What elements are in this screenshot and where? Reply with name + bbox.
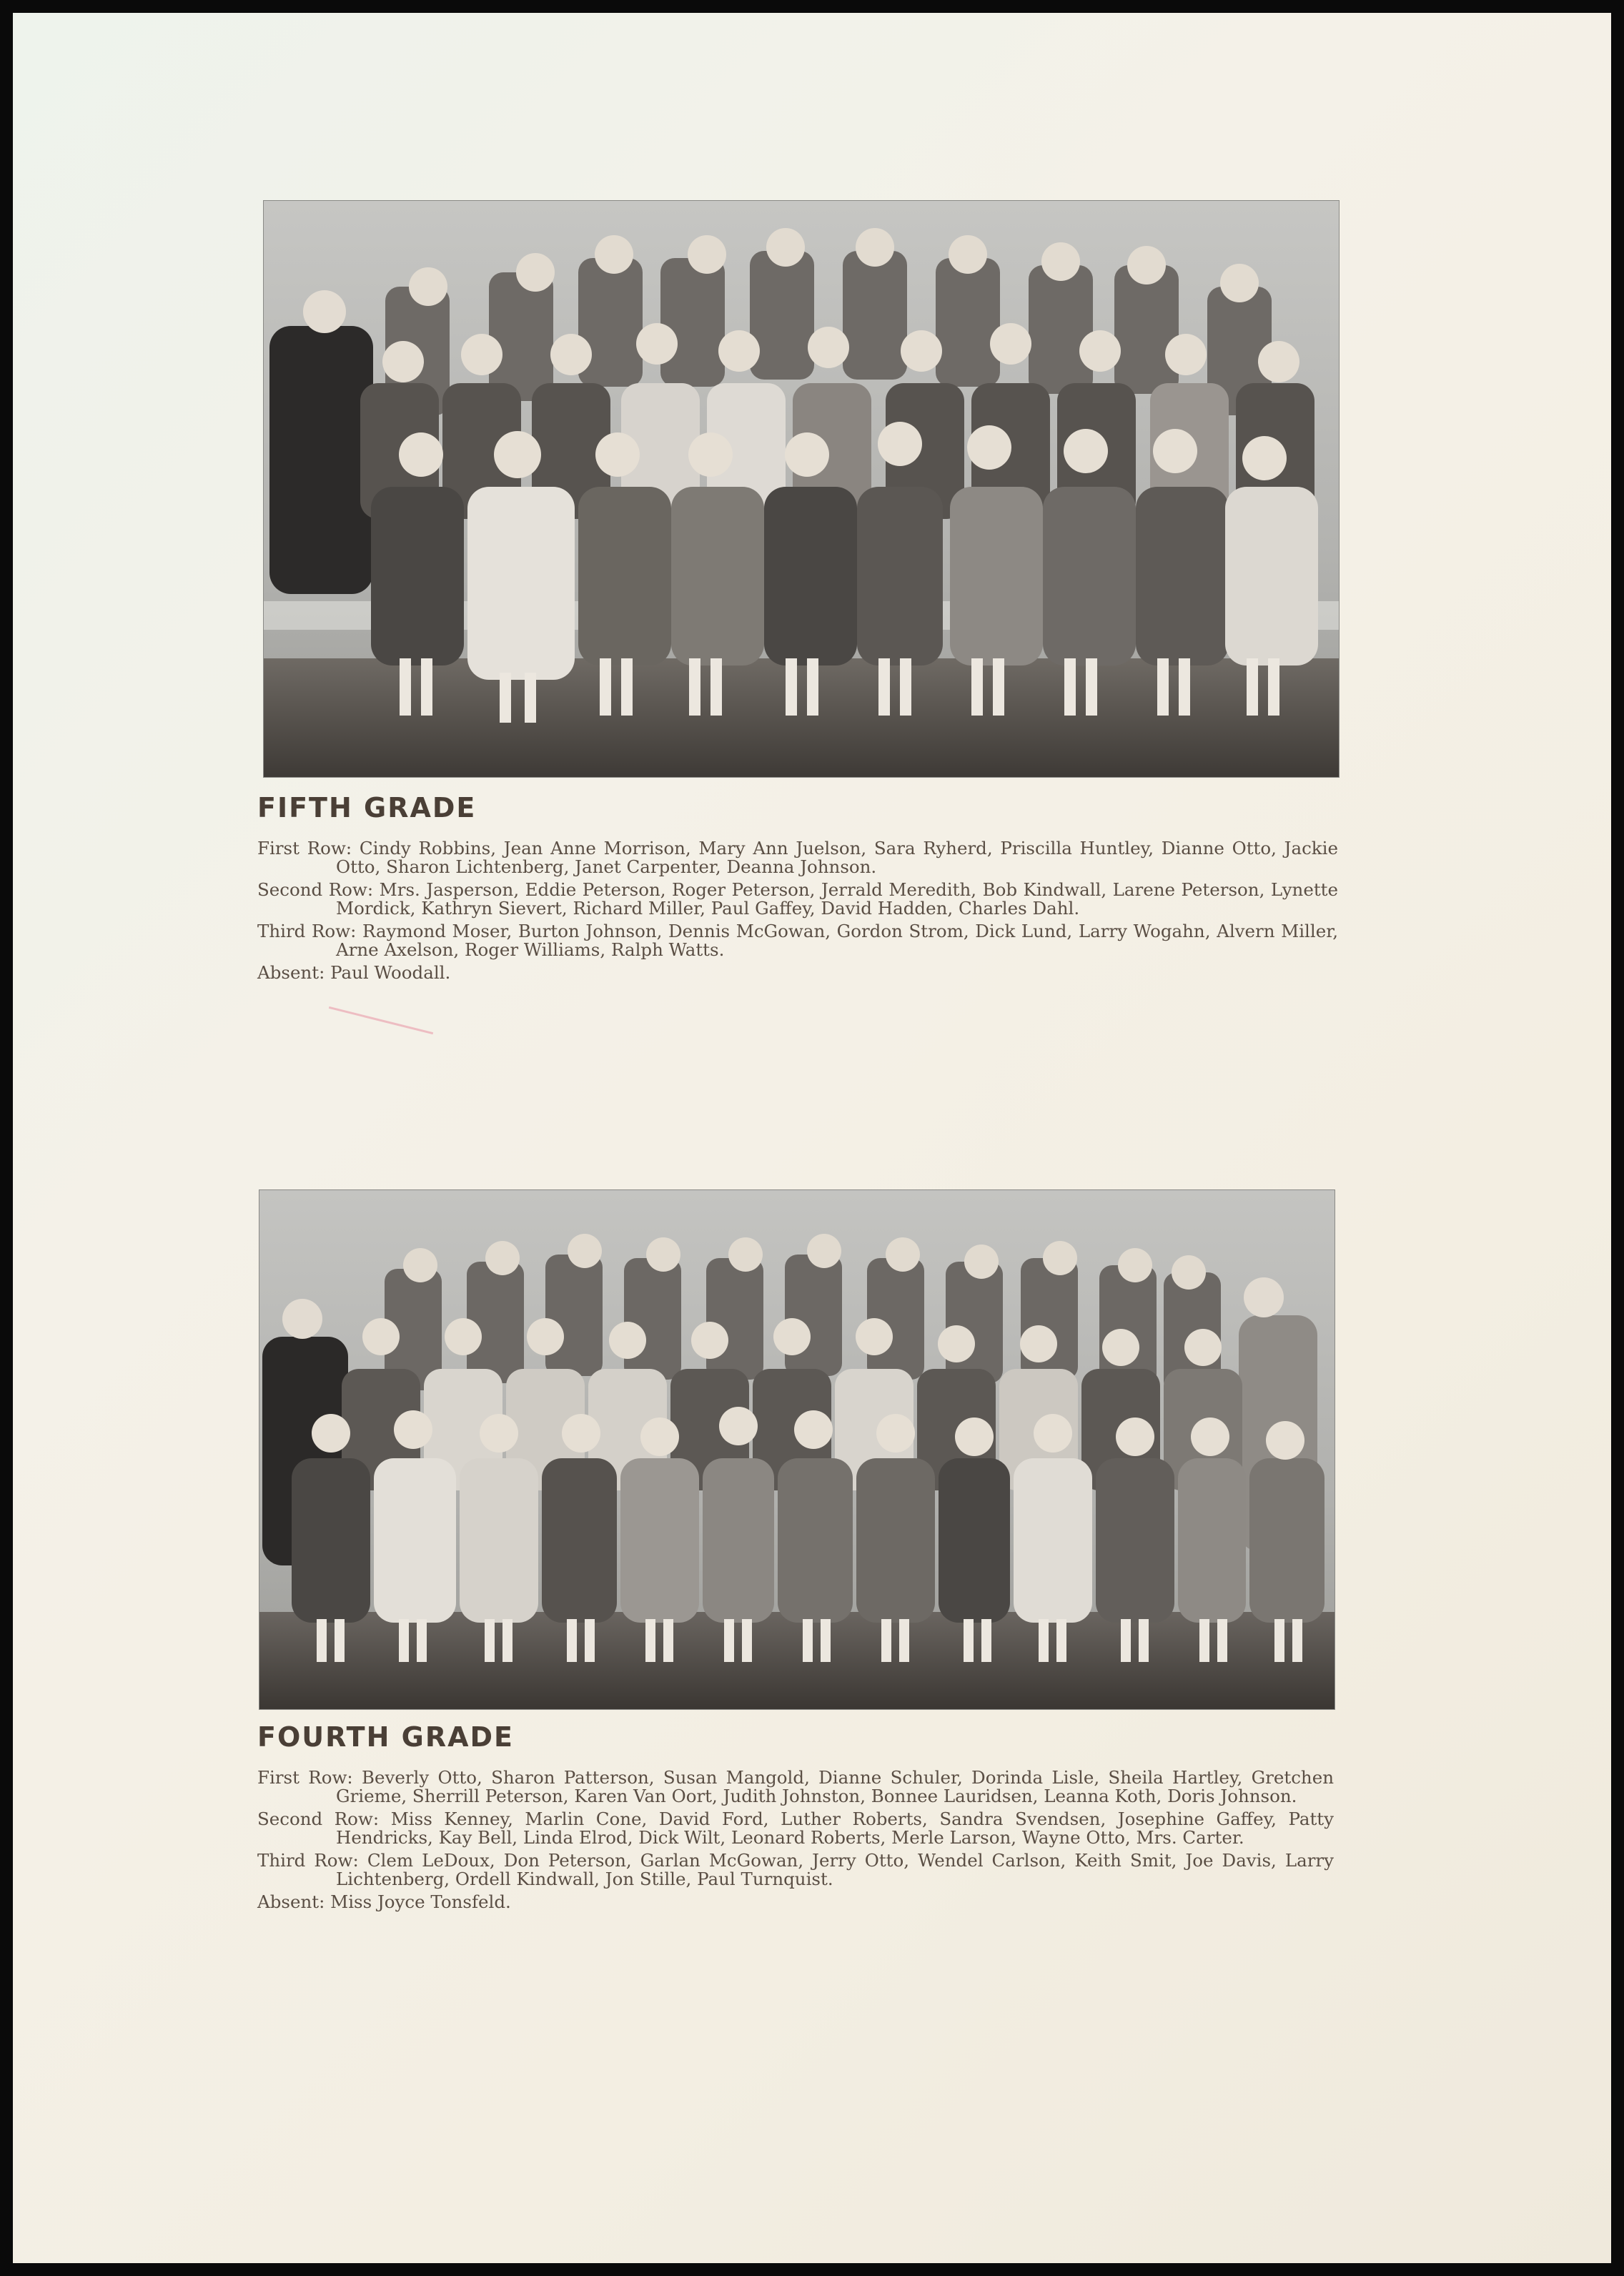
fifth-grade-second-row xyxy=(257,881,1338,918)
first-row-label: First Row: xyxy=(257,838,352,859)
third-row-label: Third Row: xyxy=(257,921,357,941)
fifth-grade-photo-graphic xyxy=(264,201,1339,777)
fourth-grade-third-row xyxy=(257,1851,1334,1889)
yearbook-page xyxy=(13,13,1611,2263)
second-row-names: Mrs. Jasperson, Eddie Peterson, Roger Peterson, Jerrald Meredith, Bob Kindwall, Larene Peterson, Lynette Mordick, Kathryn Sievert, Richard Miller, Paul Gaffey, David Hadden, Charles Dahl. xyxy=(336,879,1339,919)
first-row-names: Beverly Otto, Sharon Patterson, Susan Mangold, Dianne Schuler, Dorinda Lisle, Sheila Hartley, Gretchen Grieme, Sherrill Peterson, Karen Van Oort, Judith Johnston, Bonnee Lauridsen, Leanna Koth, Doris Johnson. xyxy=(336,1767,1334,1806)
absent-names: Miss Joyce Tonsfeld. xyxy=(330,1891,511,1912)
fifth-grade-title: FIFTH GRADE xyxy=(257,792,477,823)
fourth-grade-photo-graphic xyxy=(259,1190,1335,1709)
third-row-names: Clem LeDoux, Don Peterson, Garlan McGowan, Jerry Otto, Wendel Carlson, Keith Smit, Joe Davis, Larry Lichtenberg, Ordell Kindwall, Jon Stille, Paul Turnquist. xyxy=(336,1850,1334,1889)
pink-smudge-mark xyxy=(329,1006,433,1034)
absent-label: Absent: xyxy=(257,962,325,983)
first-row-label: First Row: xyxy=(257,1767,353,1788)
fourth-grade-first-row xyxy=(257,1768,1334,1806)
third-row-label: Third Row: xyxy=(257,1850,359,1871)
third-row-names: Raymond Moser, Burton Johnson, Dennis McGowan, Gordon Strom, Dick Lund, Larry Wogahn, Alvern Miller, Arne Axelson, Roger Williams, Ralph Watts. xyxy=(336,921,1339,960)
fourth-grade-class-photo xyxy=(259,1189,1335,1710)
second-row-label: Second Row: xyxy=(257,1809,380,1829)
absent-names: Paul Woodall. xyxy=(330,962,451,983)
second-row-label: Second Row: xyxy=(257,879,374,900)
fourth-grade-title: FOURTH GRADE xyxy=(257,1721,514,1753)
fourth-grade-absent xyxy=(257,1893,1334,1911)
fourth-grade-second-row xyxy=(257,1810,1334,1847)
fifth-grade-caption xyxy=(257,839,1338,986)
fifth-grade-class-photo xyxy=(263,200,1340,778)
second-row-names: Miss Kenney, Marlin Cone, David Ford, Luther Roberts, Sandra Svendsen, Josephine Gaffey, Patty Hendricks, Kay Bell, Linda Elrod, Dick Wilt, Leonard Roberts, Merle Larson, Wayne Otto, Mrs. Carter. xyxy=(336,1809,1334,1848)
first-row-names: Cindy Robbins, Jean Anne Morrison, Mary Ann Juelson, Sara Ryherd, Priscilla Huntley, Dianne Otto, Jackie Otto, Sharon Lichtenberg, Janet Carpenter, Deanna Johnson. xyxy=(336,838,1338,877)
fifth-grade-third-row xyxy=(257,922,1338,959)
fifth-grade-first-row xyxy=(257,839,1338,876)
fifth-grade-absent xyxy=(257,964,1338,982)
absent-label: Absent: xyxy=(257,1891,325,1912)
fourth-grade-caption xyxy=(257,1768,1334,1916)
